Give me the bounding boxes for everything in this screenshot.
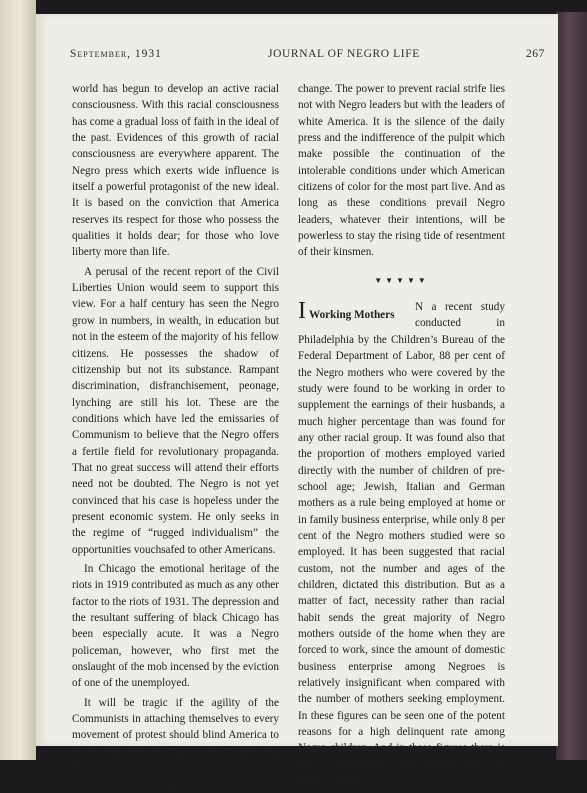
paragraph: It will be tragic if the agility of the Communists in attaching themselves to every movement of protest should blind America to the changing psychology of the Negro. For the protests of black America will grow in volume and intensity until conditions xyxy=(72,696,279,791)
book-binding xyxy=(556,12,587,760)
article-paragraph xyxy=(298,299,505,789)
page-number: 267 xyxy=(525,48,545,60)
paragraph: change. The power to prevent racial strife lies not with Negro leaders but with the leaders of white America. It is the silence of the daily press and the indifference of the pulpit which make possible the continuation of the intolerable conditions under which American citizens of color for the most part live. And as long as these conditions prevail Negro leaders, whatever their intentions, will be powerless to stay the rising tide of resentment of their kinsmen. xyxy=(298,83,505,259)
drop-cap: I xyxy=(298,298,306,325)
journal-page xyxy=(36,14,558,791)
section-divider-ornament: ▼▼▼▼▼ xyxy=(374,275,429,285)
facing-page-edge xyxy=(0,0,36,760)
paragraph: A perusal of the recent report of the Civil Liberties Union would seem to support this view. For a half century has seen the Negro grow in numbers, in wealth, in education but not in the esteem of the majority of his fellow citizens. He possesses the shadow of citizenship but not its substance. Rampant discrimination, disfranchisement, peonage, lynching are still his lot. These are the conditions which have led the emissaries of Communism to believe that the Negro offers a fertile field for revolutionary propaganda. That no great success will attend their efforts need not be doubted. The Negro is not yet convinced that his case is hopeless under the present economic system. He only seeks in the regime of “rugged individualism” the opportunities vouchsafed to other Americans. xyxy=(72,265,279,556)
running-header xyxy=(70,48,545,60)
paragraph: In Chicago the emotional heritage of the riots in 1919 contributed as much as any other factor to the riots of 1931. The depression and the resultant suffering of black Chicago has been especially acute. It was a Negro policeman, however, who first met the onslaught of the mob incensed by the eviction of one of the unemployed. xyxy=(72,562,279,690)
section-sidehead: Working Mothers xyxy=(309,309,395,322)
article-text: N a recent study conducted in Philadelphia by the Children’s Bureau of the Federal Department of Labor, 88 per cent of the Negro mothers who were covered by the study were found to be working in order to supplement the earnings of their husbands, a much higher percentage than was found for any other racial group. It was found also that the proportion of mothers employed varied directly with the number of children of pre-school age; Jewish, Italian and German mothers as a rule being employed at home or in family business enterprise, while only 8 per cent of the Negro mothers studied were so employed. It has been suggested that racial custom, not the number and ages of the children, dictated this distribution. But as a matter of fact, necessity rather than racial habit sends the great majority of Negro mothers outside of the home when they are forced to work, since the amount of domestic business enterprise among Negroes is relatively insignificant when compared with the number of mothers seeking employment. In these figures can be seen one of the potent reasons for a high delinquent rate among Negro children. And in these figures there is little to support the widely accepted theory of Negro indolence. xyxy=(298,301,505,788)
left-column xyxy=(72,81,279,793)
right-column xyxy=(298,81,505,789)
issue-date: September, 1931 xyxy=(70,48,162,60)
paragraph: world has begun to develop an active racial consciousness. With this racial consciousness has come a gradual loss of faith in the ideal of the past. Evidences of this growth of racial consciousness are everywhere apparent. The Negro press which exerts wide influence is itself a powerful protagonist of the new ideal. It is based on the conviction that America reserves its respect for those who possess the qualities it holds dear; for those who love liberty more than life. xyxy=(72,83,279,259)
journal-title: JOURNAL OF NEGRO LIFE xyxy=(268,48,420,60)
